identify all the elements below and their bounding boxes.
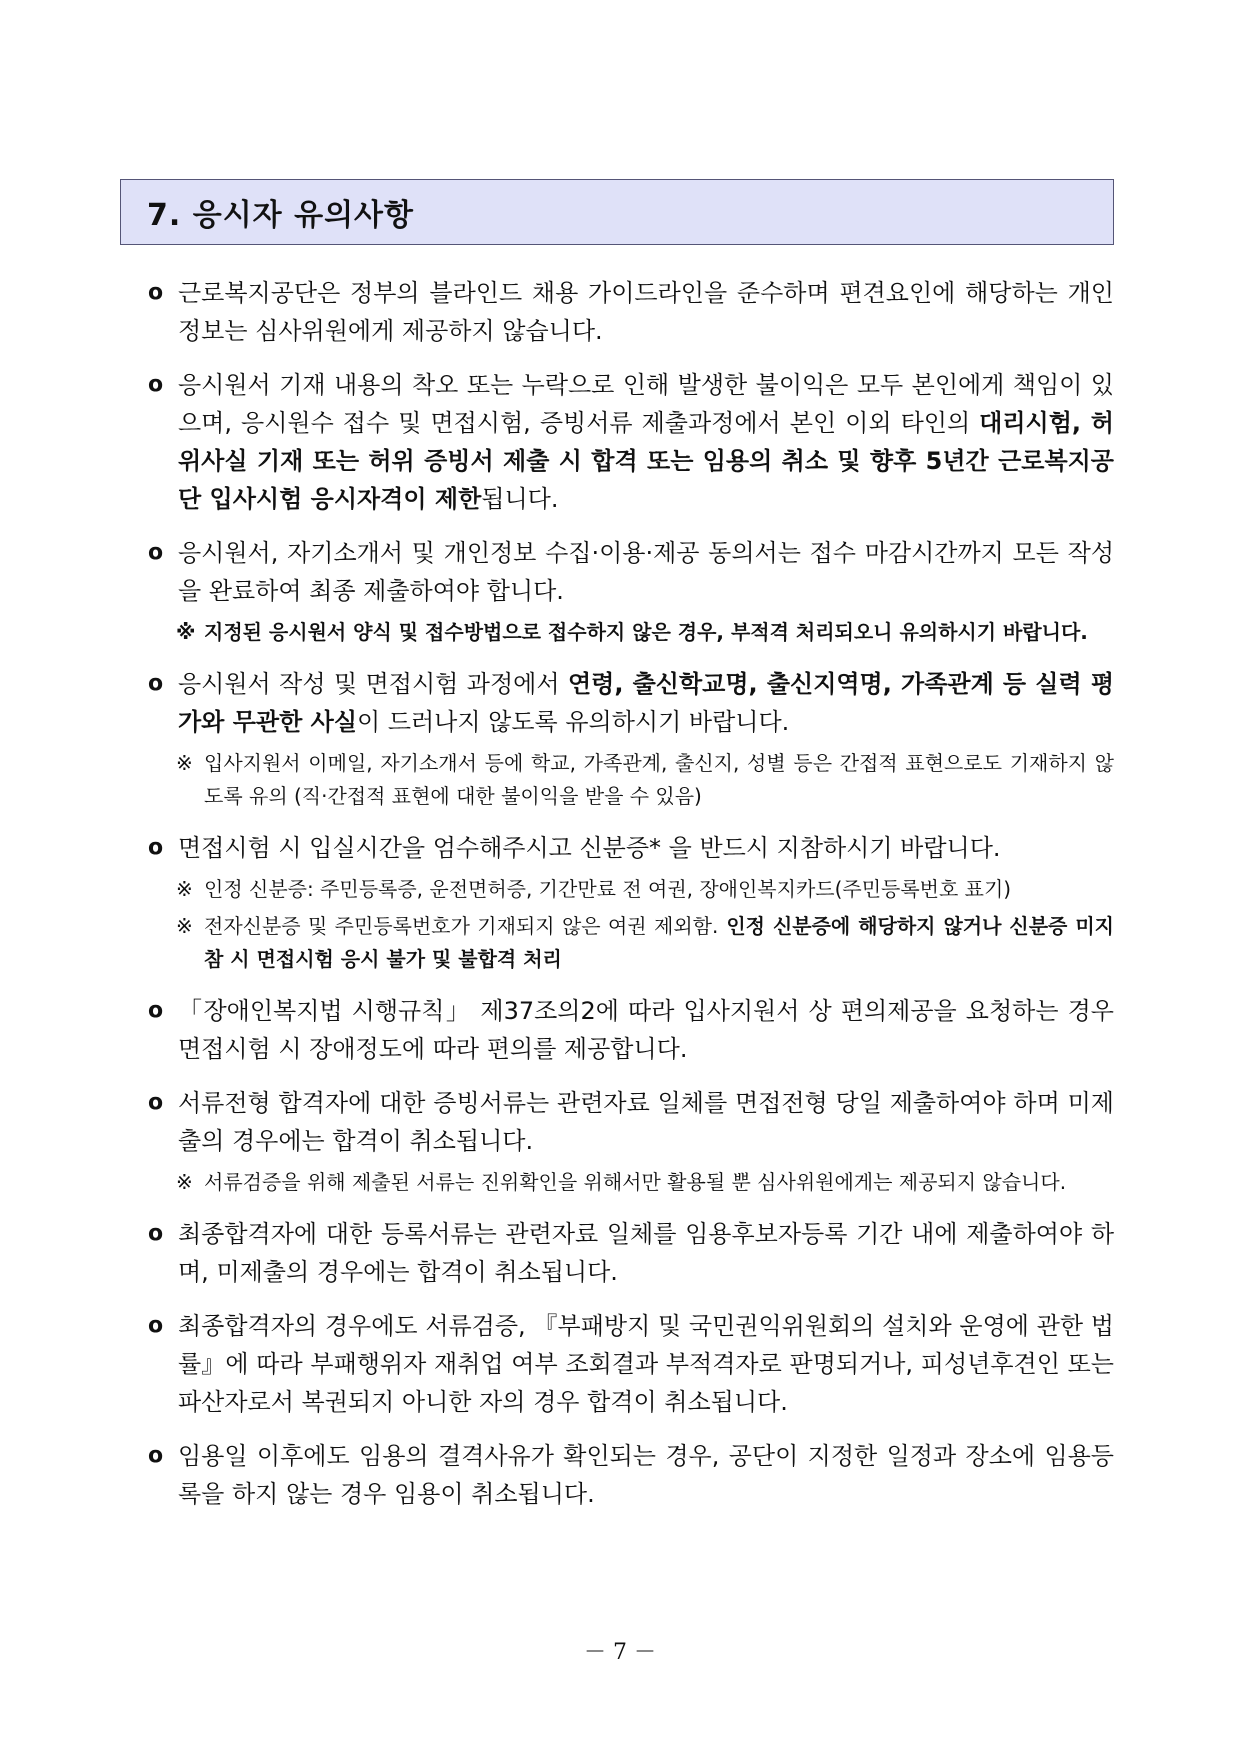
list-item bbox=[148, 1215, 1114, 1291]
bullet-icon: ο bbox=[148, 835, 164, 860]
note-emphasis-text: 인정 신분증에 해당하지 않거나 신분증 미지참 시 면접시험 응시 불가 및 불합격 처리 bbox=[204, 914, 1114, 971]
bullet-icon: ο bbox=[148, 372, 164, 397]
text-segment: 최종합격자에 대한 등록서류는 관련자료 일체를 임용후보자등록 기간 내에 제출하여야 하며, 미제출의 경우에는 합격이 취소됩니다. bbox=[178, 1220, 1114, 1286]
section-header bbox=[120, 179, 1114, 245]
note-text: 지정된 응시원서 양식 및 접수방법으로 접수하지 않은 경우, 부적격 처리되오니 유의하시기 바랍니다. bbox=[204, 620, 1088, 644]
bullet-icon: ο bbox=[148, 1313, 164, 1338]
notice-group bbox=[148, 1215, 1114, 1291]
notice-group bbox=[148, 1084, 1114, 1199]
text-segment: 응시원서 기재 내용의 착오 또는 누락으로 인해 발생한 불이익은 모두 본인에게 책임이 있으며, 응시원수 접수 및 면접시험, 증빙서류 제출과정에서 본인 이외 타인의 bbox=[178, 371, 1114, 437]
text-segment: 최종합격자의 경우에도 서류검증, 『부패방지 및 국민권익위원회의 설치와 운영에 관한 법률』에 따라 부패행위자 재취업 여부 조회결과 부적격자로 판명되거나, 피성년후견인 또는 파산자로서 복권되지 아니한 자의 경우 합격이 취소됩니다. bbox=[178, 1312, 1114, 1416]
notice-group bbox=[148, 665, 1114, 813]
text-segment: 이 드러나지 않도록 유의하시기 바랍니다. bbox=[357, 708, 790, 736]
note bbox=[176, 1166, 1114, 1199]
notice-group bbox=[148, 829, 1114, 976]
reference-mark-icon: ※ bbox=[176, 1170, 193, 1194]
reference-mark-icon: ※ bbox=[176, 877, 193, 901]
text-segment: 응시원서, 자기소개서 및 개인정보 수집·이용·제공 동의서는 접수 마감시간까지 모든 작성을 완료하여 최종 제출하여야 합니다. bbox=[178, 539, 1114, 605]
note bbox=[176, 747, 1114, 813]
reference-mark-icon: ※ bbox=[176, 914, 193, 938]
emphasis-text: 대리시험, 허위사실 기재 또는 허위 증빙서 제출 시 합격 또는 임용의 취소 및 향후 5년간 근로복지공단 입사시험 응시자격이 제한 bbox=[178, 409, 1114, 513]
text-segment: 임용일 이후에도 임용의 결격사유가 확인되는 경우, 공단이 지정한 일정과 장소에 임용등록을 하지 않는 경우 임용이 취소됩니다. bbox=[178, 1442, 1114, 1508]
notice-text bbox=[178, 274, 1114, 350]
list-item bbox=[148, 1307, 1114, 1421]
list-item bbox=[148, 366, 1114, 518]
text-segment: 근로복지공단은 정부의 블라인드 채용 가이드라인을 준수하며 편견요인에 해당하는 개인정보는 심사위원에게 제공하지 않습니다. bbox=[178, 279, 1114, 345]
note bbox=[176, 616, 1114, 649]
bullet-icon: ο bbox=[148, 1221, 164, 1246]
note bbox=[176, 910, 1114, 976]
list-item bbox=[148, 534, 1114, 610]
notice-text bbox=[178, 992, 1114, 1068]
list-item bbox=[148, 992, 1114, 1068]
notice-text bbox=[178, 534, 1114, 610]
text-segment: 면접시험 시 입실시간을 엄수해주시고 신분증* 을 반드시 지참하시기 바랍니다. bbox=[178, 834, 1001, 862]
note-text: 전자신분증 및 주민등록번호가 기재되지 않은 여권 제외함. bbox=[204, 914, 719, 938]
notice-list bbox=[148, 274, 1114, 1529]
notice-text bbox=[178, 1084, 1114, 1160]
notice-group bbox=[148, 1437, 1114, 1513]
note-text: 서류검증을 위해 제출된 서류는 진위확인을 위해서만 활용될 뿐 심사위원에게는 제공되지 않습니다. bbox=[204, 1170, 1067, 1194]
note-text: 입사지원서 이메일, 자기소개서 등에 학교, 가족관계, 출신지, 성별 등은 간접적 표현으로도 기재하지 않도록 유의 (직·간접적 표현에 대한 불이익을 받을 수 있음) bbox=[204, 751, 1114, 808]
reference-mark-icon: ※ bbox=[176, 751, 193, 775]
bullet-icon: ο bbox=[148, 998, 164, 1023]
text-segment: 응시원서 작성 및 면접시험 과정에서 bbox=[178, 670, 568, 698]
notice-text bbox=[178, 829, 1114, 867]
notice-text bbox=[178, 665, 1114, 741]
reference-mark-icon: ※ bbox=[176, 620, 196, 644]
notice-text bbox=[178, 1437, 1114, 1513]
notice-group bbox=[148, 274, 1114, 350]
emphasis-text: 연령, 출신학교명, 출신지역명, 가족관계 등 실력 평가와 무관한 사실 bbox=[178, 670, 1114, 736]
notice-text bbox=[178, 366, 1114, 518]
notice-group bbox=[148, 366, 1114, 518]
notice-group bbox=[148, 1307, 1114, 1421]
bullet-icon: ο bbox=[148, 1090, 164, 1115]
bullet-icon: ο bbox=[148, 540, 164, 565]
notice-text bbox=[178, 1307, 1114, 1421]
list-item bbox=[148, 829, 1114, 867]
note bbox=[176, 873, 1114, 906]
list-item bbox=[148, 274, 1114, 350]
bullet-icon: ο bbox=[148, 280, 164, 305]
notice-group bbox=[148, 992, 1114, 1068]
bullet-icon: ο bbox=[148, 671, 164, 696]
bullet-icon: ο bbox=[148, 1443, 164, 1468]
section-title: 7. 응시자 유의사항 bbox=[147, 198, 415, 233]
notice-text bbox=[178, 1215, 1114, 1291]
text-segment: 서류전형 합격자에 대한 증빙서류는 관련자료 일체를 면접전형 당일 제출하여야 하며 미제출의 경우에는 합격이 취소됩니다. bbox=[178, 1089, 1114, 1155]
text-segment: 「장애인복지법 시행규칙」 제37조의2에 따라 입사지원서 상 편의제공을 요청하는 경우 면접시험 시 장애정도에 따라 편의를 제공합니다. bbox=[178, 997, 1114, 1063]
list-item bbox=[148, 1084, 1114, 1160]
list-item bbox=[148, 1437, 1114, 1513]
text-segment: 됩니다. bbox=[481, 485, 559, 513]
note-text: 인정 신분증: 주민등록증, 운전면허증, 기간만료 전 여권, 장애인복지카드(주민등록번호 표기) bbox=[204, 877, 1012, 901]
page-number: － 7 － bbox=[584, 1640, 656, 1665]
notice-group bbox=[148, 534, 1114, 649]
list-item bbox=[148, 665, 1114, 741]
